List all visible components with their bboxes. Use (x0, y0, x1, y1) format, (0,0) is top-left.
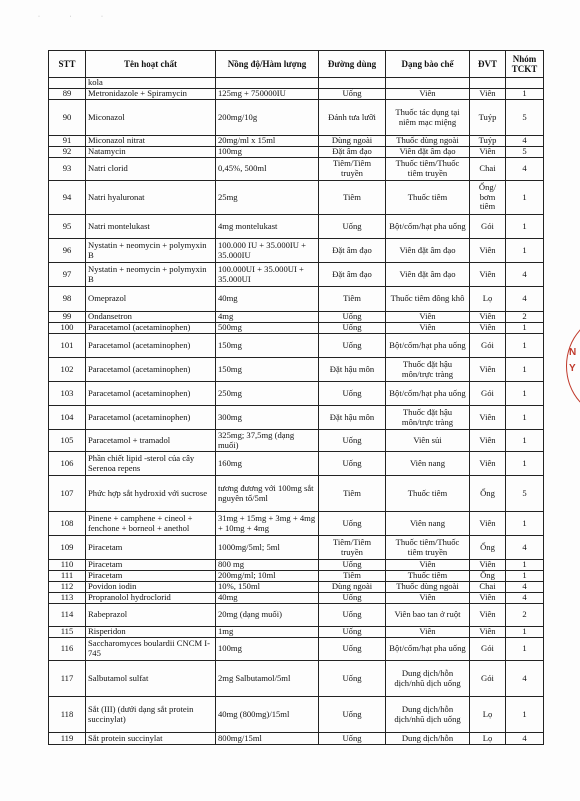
row-route: Tiêm (319, 181, 386, 215)
row-stt: 103 (49, 382, 86, 406)
table-row (49, 661, 544, 697)
row-strength: 800 mg (216, 560, 319, 571)
row-stt: 97 (49, 263, 86, 287)
row-strength: 2mg Salbutamol/5ml (216, 661, 319, 697)
row-stt: 92 (49, 147, 86, 158)
row-form: Viên (386, 312, 470, 323)
row-strength: tương đương với 100mg sắt nguyên tố/5ml (216, 476, 319, 512)
row-unit: Ống/ bơm tiêm (470, 181, 506, 215)
scan-dots: · · · (38, 14, 117, 20)
row-form: Bột/cốm/hạt pha uống (386, 334, 470, 358)
row-unit: Viên (470, 263, 506, 287)
row-unit: Viên (470, 604, 506, 627)
row-group: 4 (506, 582, 544, 593)
row-route: Đặt hậu môn (319, 406, 386, 430)
row-unit: Chai (470, 158, 506, 181)
row-route: Đánh tưa lưỡi (319, 100, 386, 136)
table-header-row (49, 51, 544, 78)
row-unit: Ống (470, 571, 506, 582)
row-group: 4 (506, 158, 544, 181)
row-route: Tiêm (319, 571, 386, 582)
row-group: 4 (506, 733, 544, 745)
row-form: Thuốc tiêm đông khô (386, 287, 470, 312)
row-group: 1 (506, 638, 544, 661)
row-stt: 112 (49, 582, 86, 593)
table-row (49, 323, 544, 334)
row-unit: Lọ (470, 287, 506, 312)
row-ingredient: Natamycin (86, 147, 216, 158)
row-route: Uống (319, 733, 386, 745)
row-stt: 105 (49, 430, 86, 452)
row-route: Uống (319, 89, 386, 100)
drug-list-table (48, 50, 544, 745)
row-route: Dùng ngoài (319, 582, 386, 593)
row-ingredient: Miconazol (86, 100, 216, 136)
row-unit: Viên (470, 452, 506, 476)
row-ingredient: Paracetamol (acetaminophen) (86, 358, 216, 382)
row-form: Thuốc dùng ngoài (386, 582, 470, 593)
row-stt: 110 (49, 560, 86, 571)
row-group: 2 (506, 604, 544, 627)
row-route: Tiêm/Tiêm truyền (319, 158, 386, 181)
table-row (49, 382, 544, 406)
row-form: Viên (386, 593, 470, 604)
row-form: Bột/cốm/hạt pha uống (386, 638, 470, 661)
row-group: 4 (506, 263, 544, 287)
row-form: Dung dịch/hỗn dịch/nhũ dịch uống (386, 697, 470, 733)
row-route: Uống (319, 512, 386, 536)
row-ingredient: Piracetam (86, 536, 216, 560)
row-ingredient: Phức hợp sắt hydroxid với sucrose (86, 476, 216, 512)
row-stt: 100 (49, 323, 86, 334)
continuation-text: kola (86, 78, 216, 89)
row-ingredient: Natri clorid (86, 158, 216, 181)
table-row (49, 697, 544, 733)
header-ingredient: Tên hoạt chất (86, 51, 216, 78)
table-row (49, 158, 544, 181)
row-route: Dùng ngoài (319, 136, 386, 147)
row-group: 1 (506, 323, 544, 334)
row-strength: 100.000 IU + 35.000IU + 35.000IU (216, 239, 319, 263)
table-row (49, 334, 544, 358)
row-ingredient: Sắt (III) (dưới dạng sắt protein succinylat) (86, 697, 216, 733)
row-group: 1 (506, 406, 544, 430)
header-form: Dạng bào chế (386, 51, 470, 78)
row-ingredient: Nystatin + neomycin + polymyxin B (86, 239, 216, 263)
row-ingredient: Povidon iodin (86, 582, 216, 593)
row-route: Đặt âm đạo (319, 147, 386, 158)
row-stt: 113 (49, 593, 86, 604)
row-strength: 4mg (216, 312, 319, 323)
row-unit: Viên (470, 323, 506, 334)
row-stt: 95 (49, 215, 86, 239)
row-form: Viên bao tan ở ruột (386, 604, 470, 627)
row-form: Viên (386, 560, 470, 571)
row-stt: 104 (49, 406, 86, 430)
row-unit: Ống (470, 476, 506, 512)
row-ingredient: Phần chiết lipid -sterol của cây Serenoa repens (86, 452, 216, 476)
row-unit: Viên (470, 512, 506, 536)
table-row (49, 476, 544, 512)
table-row (49, 627, 544, 638)
table-row (49, 239, 544, 263)
row-strength: 40mg (216, 287, 319, 312)
stamp-text-1: N (569, 347, 577, 358)
row-route: Uống (319, 334, 386, 358)
row-strength: 160mg (216, 452, 319, 476)
row-stt: 99 (49, 312, 86, 323)
row-group: 5 (506, 476, 544, 512)
row-group: 1 (506, 382, 544, 406)
row-strength: 1mg (216, 627, 319, 638)
row-strength: 250mg (216, 382, 319, 406)
row-form: Viên đặt âm đạo (386, 147, 470, 158)
stamp-text-2: Y (569, 363, 576, 374)
table-row (49, 733, 544, 745)
table-row (49, 593, 544, 604)
table-row (49, 312, 544, 323)
table-row (49, 638, 544, 661)
table-row (49, 582, 544, 593)
row-strength: 300mg (216, 406, 319, 430)
row-route: Tiêm (319, 287, 386, 312)
row-ingredient: Saccharomyces boulardii CNCM I-745 (86, 638, 216, 661)
row-ingredient: Paracetamol (acetaminophen) (86, 406, 216, 430)
row-group: 2 (506, 312, 544, 323)
row-ingredient: Rabeprazol (86, 604, 216, 627)
row-stt: 96 (49, 239, 86, 263)
table-row (49, 136, 544, 147)
row-group: 1 (506, 89, 544, 100)
row-strength: 150mg (216, 334, 319, 358)
row-strength: 40mg (800mg)/15ml (216, 697, 319, 733)
row-unit: Chai (470, 582, 506, 593)
table-row (49, 100, 544, 136)
row-group: 1 (506, 239, 544, 263)
row-unit: Lọ (470, 697, 506, 733)
row-ingredient: Paracetamol + tramadol (86, 430, 216, 452)
row-route: Uống (319, 627, 386, 638)
table-row (49, 571, 544, 582)
row-ingredient: Metronidazole + Spiramycin (86, 89, 216, 100)
row-strength: 0,45%, 500ml (216, 158, 319, 181)
table-row (49, 181, 544, 215)
row-ingredient: Propranolol hydroclorid (86, 593, 216, 604)
row-form: Viên đặt âm đạo (386, 263, 470, 287)
row-group: 1 (506, 697, 544, 733)
row-group: 1 (506, 512, 544, 536)
row-route: Uống (319, 430, 386, 452)
row-route: Uống (319, 697, 386, 733)
row-route: Uống (319, 593, 386, 604)
row-stt: 93 (49, 158, 86, 181)
row-group: 5 (506, 100, 544, 136)
row-form: Thuốc tác dụng tại niêm mạc miệng (386, 100, 470, 136)
row-group: 1 (506, 627, 544, 638)
row-form: Viên sủi (386, 430, 470, 452)
row-ingredient: Risperidon (86, 627, 216, 638)
row-ingredient: Nystatin + neomycin + polymyxin B (86, 263, 216, 287)
row-route: Uống (319, 604, 386, 627)
row-unit: Viên (470, 406, 506, 430)
row-group: 4 (506, 136, 544, 147)
row-unit: Viên (470, 430, 506, 452)
row-stt: 114 (49, 604, 86, 627)
row-stt: 119 (49, 733, 86, 745)
row-stt: 117 (49, 661, 86, 697)
table-row (49, 430, 544, 452)
row-unit: Gói (470, 661, 506, 697)
row-form: Thuốc đặt hậu môn/trực tràng (386, 358, 470, 382)
row-group: 4 (506, 287, 544, 312)
row-group: 1 (506, 571, 544, 582)
row-strength: 200mg/10g (216, 100, 319, 136)
row-strength: 25mg (216, 181, 319, 215)
row-ingredient: Piracetam (86, 571, 216, 582)
row-route: Đặt âm đạo (319, 263, 386, 287)
row-ingredient: Piracetam (86, 560, 216, 571)
row-form: Viên (386, 89, 470, 100)
row-strength: 20mg (dạng muối) (216, 604, 319, 627)
row-strength: 125mg + 750000IU (216, 89, 319, 100)
row-stt: 115 (49, 627, 86, 638)
row-form: Thuốc tiêm/Thuốc tiêm truyền (386, 158, 470, 181)
header-group: Nhóm TCKT (506, 51, 544, 78)
row-form: Viên nang (386, 512, 470, 536)
row-group: 1 (506, 430, 544, 452)
row-strength: 1000mg/5ml; 5ml (216, 536, 319, 560)
row-form: Viên nang (386, 452, 470, 476)
table-row (49, 147, 544, 158)
row-stt: 108 (49, 512, 86, 536)
row-stt: 101 (49, 334, 86, 358)
row-strength: 800mg/15ml (216, 733, 319, 745)
row-route: Đặt hậu môn (319, 358, 386, 382)
row-ingredient: Pinene + camphene + cineol + fenchone + borneol + anethol (86, 512, 216, 536)
header-unit: ĐVT (470, 51, 506, 78)
row-unit: Viên (470, 358, 506, 382)
red-stamp (566, 315, 580, 415)
row-form: Thuốc tiêm/Thuốc tiêm truyền (386, 536, 470, 560)
row-route: Uống (319, 215, 386, 239)
table-row (49, 452, 544, 476)
row-unit: Gói (470, 638, 506, 661)
row-unit: Gói (470, 334, 506, 358)
row-route: Đặt âm đạo (319, 239, 386, 263)
row-form: Viên (386, 323, 470, 334)
header-strength: Nồng độ/Hàm lượng (216, 51, 319, 78)
row-route: Tiêm (319, 476, 386, 512)
table-row (49, 89, 544, 100)
row-group: 4 (506, 536, 544, 560)
row-unit: Gói (470, 382, 506, 406)
row-ingredient: Paracetamol (acetaminophen) (86, 382, 216, 406)
row-strength: 4mg montelukast (216, 215, 319, 239)
row-unit: Tuýp (470, 136, 506, 147)
row-strength: 500mg (216, 323, 319, 334)
row-route: Uống (319, 560, 386, 571)
row-route: Tiêm/Tiêm truyền (319, 536, 386, 560)
header-stt: STT (49, 51, 86, 78)
row-form: Viên (386, 627, 470, 638)
row-ingredient: Sắt protein succinylat (86, 733, 216, 745)
row-ingredient: Omeprazol (86, 287, 216, 312)
row-stt: 91 (49, 136, 86, 147)
row-group: 4 (506, 593, 544, 604)
row-form: Viên đặt âm đạo (386, 239, 470, 263)
row-stt: 118 (49, 697, 86, 733)
row-ingredient: Natri montelukast (86, 215, 216, 239)
header-route: Đường dùng (319, 51, 386, 78)
row-stt: 116 (49, 638, 86, 661)
row-stt: 94 (49, 181, 86, 215)
row-unit: Viên (470, 593, 506, 604)
row-form: Dung dịch/hỗn dịch/nhũ dịch uống (386, 661, 470, 697)
row-route: Uống (319, 638, 386, 661)
row-route: Uống (319, 452, 386, 476)
row-unit: Viên (470, 89, 506, 100)
row-strength: 150mg (216, 358, 319, 382)
row-route: Uống (319, 382, 386, 406)
row-stt: 89 (49, 89, 86, 100)
row-ingredient: Miconazol nitrat (86, 136, 216, 147)
row-strength: 31mg + 15mg + 3mg + 4mg + 10mg + 4mg (216, 512, 319, 536)
row-group: 1 (506, 358, 544, 382)
table-row (49, 215, 544, 239)
row-unit: Viên (470, 560, 506, 571)
row-unit: Gói (470, 215, 506, 239)
row-strength: 20mg/ml x 15ml (216, 136, 319, 147)
row-stt: 106 (49, 452, 86, 476)
row-route: Uống (319, 323, 386, 334)
row-ingredient: Natri hyaluronat (86, 181, 216, 215)
row-group: 1 (506, 215, 544, 239)
row-unit: Lọ (470, 733, 506, 745)
row-unit: Viên (470, 239, 506, 263)
row-form: Dung dịch/hỗn (386, 733, 470, 745)
table-row (49, 604, 544, 627)
table-row (49, 263, 544, 287)
row-strength: 100mg (216, 638, 319, 661)
row-strength: 100mg (216, 147, 319, 158)
row-ingredient: Salbutamol sulfat (86, 661, 216, 697)
row-stt: 102 (49, 358, 86, 382)
row-stt: 111 (49, 571, 86, 582)
table-row (49, 406, 544, 430)
row-ingredient: Paracetamol (acetaminophen) (86, 334, 216, 358)
row-strength: 40mg (216, 593, 319, 604)
row-form: Thuốc tiêm (386, 571, 470, 582)
row-stt: 90 (49, 100, 86, 136)
row-strength: 200mg/ml; 10ml (216, 571, 319, 582)
row-ingredient: Ondansetron (86, 312, 216, 323)
row-strength: 10%, 150ml (216, 582, 319, 593)
table-row (49, 358, 544, 382)
table-row (49, 536, 544, 560)
row-unit: Viên (470, 627, 506, 638)
row-group: 1 (506, 452, 544, 476)
row-route: Uống (319, 312, 386, 323)
row-stt: 109 (49, 536, 86, 560)
row-form: Thuốc tiêm (386, 476, 470, 512)
row-group: 4 (506, 661, 544, 697)
row-group: 5 (506, 147, 544, 158)
row-group: 1 (506, 334, 544, 358)
row-unit: Tuýp (470, 100, 506, 136)
row-form: Thuốc dùng ngoài (386, 136, 470, 147)
row-unit: Viên (470, 147, 506, 158)
row-group: 1 (506, 181, 544, 215)
row-unit: Viên (470, 312, 506, 323)
row-stt: 107 (49, 476, 86, 512)
row-form: Bột/cốm/hạt pha uống (386, 215, 470, 239)
row-strength: 325mg; 37,5mg (dạng muối) (216, 430, 319, 452)
row-route: Uống (319, 661, 386, 697)
row-form: Bột/cốm/hạt pha uống (386, 382, 470, 406)
row-form: Thuốc đặt hậu môn/trực tràng (386, 406, 470, 430)
row-ingredient: Paracetamol (acetaminophen) (86, 323, 216, 334)
continuation-row (49, 78, 544, 89)
row-stt: 98 (49, 287, 86, 312)
table-row (49, 512, 544, 536)
row-unit: Ống (470, 536, 506, 560)
table-row (49, 560, 544, 571)
row-strength: 100.000UI + 35.000UI + 35.000UI (216, 263, 319, 287)
row-group: 1 (506, 560, 544, 571)
table-row (49, 287, 544, 312)
row-form: Thuốc tiêm (386, 181, 470, 215)
